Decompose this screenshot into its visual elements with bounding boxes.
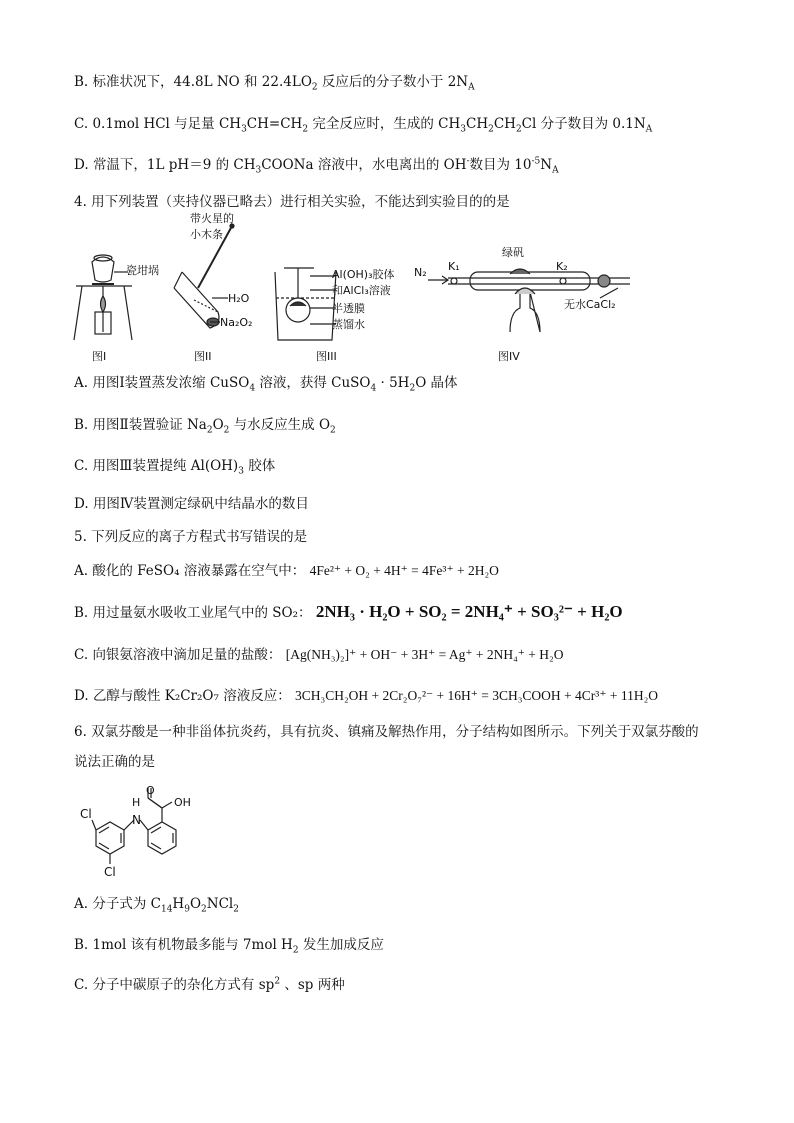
- option-label: D.: [74, 688, 89, 704]
- fig1-caption: 图I: [92, 350, 107, 363]
- fig3-label-2: 和AlCl₃溶液: [332, 284, 391, 297]
- q3-option-b: B. 标准状况下，44.8L NO 和 $22.4LO_2$ 反应后的分子数小于 $2N_A$: [74, 74, 475, 93]
- carbonyl-o-label: O: [146, 786, 155, 797]
- fig4-label-dry: 无水CaCl₂: [564, 298, 616, 311]
- q3-option-c: C. 0.1mol HCl 与足量 $CH_3CH=CH_2$ 完全反应时，生成的 $CH_3CH_2CH_2Cl$ 分子数目为 $0.1N_A$: [74, 116, 653, 135]
- cl-bottom-label: Cl: [104, 865, 116, 879]
- q6-option-c: C. 分子中碳原子的杂化方式有 $sp^2$ 、sp 两种: [74, 976, 345, 993]
- q5-equation-d: 3CH₃CH₂OH + 2Cr₂O₇²⁻ + 16H⁺ = 3CH₃COOH + 4Cr³⁺ + 11H₂O: [295, 688, 659, 703]
- q4-option-b: B. 用图Ⅱ装置验证 $Na_2O_2$ 与水反应生成 $O_2$: [74, 417, 336, 436]
- fig3-label-3: 半透膜: [332, 302, 365, 315]
- q4-option-c: C. 用图Ⅲ装置提纯 $Al(OH)_3$ 胶体: [74, 458, 276, 477]
- q5-equation-b: 2NH₃ · H₂O + SO₂ = 2NH₄⁺ + SO₃²⁻ + H₂O: [315, 602, 623, 621]
- fig2-caption: 图II: [194, 350, 212, 363]
- q4-apparatus-figure: [70, 212, 710, 367]
- q5-option-a: A. 酸化的 FeSO₄ 溶液暴露在空气中： 4Fe²⁺ + O₂ + 4H⁺ = 4Fe³⁺ + 2H₂O: [74, 563, 499, 579]
- fig2-label-top1: 带火星的: [190, 212, 234, 225]
- option-label: B.: [74, 605, 89, 621]
- fig3-label-4: 蒸馏水: [332, 318, 365, 331]
- q5-option-c: C. 向银氨溶液中滴加足量的盐酸： [Ag(NH₃)₂]⁺ + OH⁻ + 3H⁺ = Ag⁺ + 2NH₄⁺ + H₂O: [74, 647, 564, 663]
- fig2-label-top2: 小木条: [190, 228, 223, 241]
- option-label: C.: [74, 977, 89, 993]
- option-label: B.: [74, 937, 89, 953]
- q6-option-a: A. 分子式为 $C_{14}H_9O_2NCl_2$: [74, 896, 239, 915]
- q4-stem: 4. 用下列装置（夹持仪器已略去）进行相关实验，不能达到实验目的的是: [74, 194, 510, 210]
- q3-option-d: D. 常温下，1L pH＝9 的 $CH_3COONa$ 溶液中，水电离出的 OH-数目为 $10^{-5}N_A$: [74, 156, 559, 176]
- nh-n-label: N: [132, 813, 141, 827]
- oh-label: OH: [174, 796, 191, 809]
- option-label: C.: [74, 647, 89, 663]
- cl-top-label: Cl: [80, 807, 92, 821]
- q4-option-a: A. 用图Ⅰ装置蒸发浓缩 CuSO$_4$ 溶液，获得 CuSO$_4$ · $5H_2O$ 晶体: [74, 375, 458, 394]
- option-label: A.: [74, 563, 89, 579]
- option-label: D.: [74, 496, 89, 512]
- fig1-label-crucible: 瓷坩埚: [126, 264, 159, 277]
- fig4-label-k2: K₂: [556, 260, 568, 273]
- fig2-label-solid: Na₂O₂: [220, 316, 253, 329]
- q5-equation-c: [Ag(NH₃)₂]⁺ + OH⁻ + 3H⁺ = Ag⁺ + 2NH₄⁺ + H₂O: [285, 647, 564, 662]
- fig1-crucible-apparatus: [74, 255, 132, 340]
- fig2-label-water: H₂O: [228, 292, 250, 305]
- fig4-label-gas: N₂: [414, 266, 427, 279]
- q4-option-d: D. 用图Ⅳ装置测定绿矾中结晶水的数目: [74, 496, 309, 512]
- q6-stem-line1: 6. 双氯芬酸是一种非甾体抗炎药，具有抗炎、镇痛及解热作用，分子结构如图所示。下列关于双氯芬酸的: [74, 724, 699, 740]
- fig4-label-k1: K₁: [448, 260, 460, 273]
- option-label: C.: [74, 458, 89, 474]
- fig4-caption: 图IV: [498, 350, 520, 363]
- q6-stem-line2: 说法正确的是: [74, 754, 155, 770]
- fig3-dialysis-apparatus: [275, 268, 336, 340]
- option-label: D.: [74, 157, 89, 173]
- option-label: B.: [74, 74, 89, 90]
- fig4-label-sample: 绿矾: [502, 246, 524, 259]
- fig3-label-1: Al(OH)₃胶体: [332, 268, 395, 281]
- fig3-caption: 图III: [316, 350, 337, 363]
- option-label: B.: [74, 417, 89, 433]
- option-label: C.: [74, 116, 89, 132]
- nh-h-label: H: [132, 796, 141, 809]
- diclofenac-structure: [72, 786, 212, 886]
- q5-equation-a: 4Fe²⁺ + O₂ + 4H⁺ = 4Fe³⁺ + 2H₂O: [309, 563, 499, 578]
- option-label: A.: [74, 896, 89, 912]
- q5-option-b: B. 用过量氨水吸收工业尾气中的 SO₂： 2NH₃ · H₂O + SO₂ = 2NH₄⁺ + SO₃²⁻ + H₂O: [74, 602, 623, 621]
- option-label: A.: [74, 375, 89, 391]
- q6-option-b: B. 1mol 该有机物最多能与 7mol $H_2$ 发生加成反应: [74, 937, 384, 956]
- q5-stem: 5. 下列反应的离子方程式书写错误的是: [74, 529, 308, 545]
- q5-option-d: D. 乙醇与酸性 K₂Cr₂O₇ 溶液反应： 3CH₃CH₂OH + 2Cr₂O₇²⁻ + 16H⁺ = 3CH₃COOH + 4Cr³⁺ + 11H₂O: [74, 688, 659, 704]
